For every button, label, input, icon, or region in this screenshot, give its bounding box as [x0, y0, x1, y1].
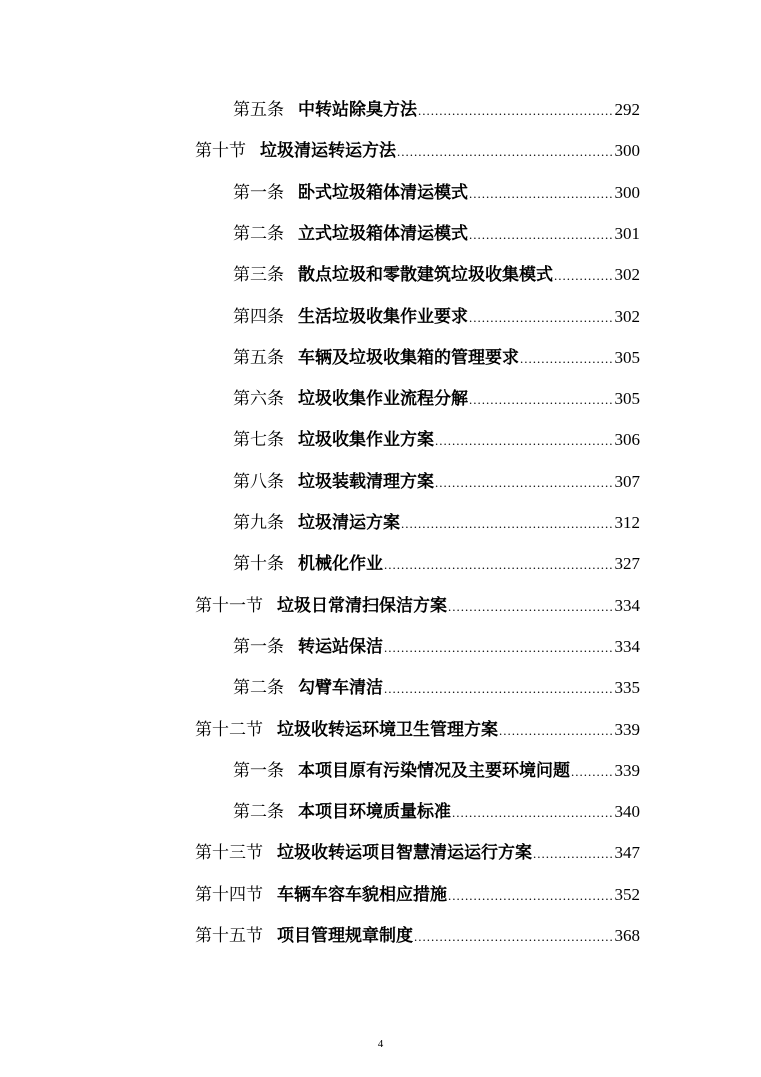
toc-entry-page: 302: [614, 306, 640, 326]
dot-leader: [414, 922, 614, 952]
dot-leader: [554, 261, 614, 291]
toc-article-entry[interactable]: [233, 756, 640, 786]
toc-entry-number: 第十二节: [195, 719, 263, 740]
toc-entry-title: 生活垃圾收集作业要求: [298, 306, 468, 327]
toc-section-entry[interactable]: [195, 591, 640, 621]
toc-entry-title: 垃圾装载清理方案: [298, 471, 434, 492]
toc-article-entry[interactable]: [233, 95, 640, 125]
toc-entry-number: 第五条: [233, 100, 284, 120]
toc-article-entry[interactable]: [233, 673, 640, 703]
toc-article-entry[interactable]: [233, 467, 640, 497]
toc-entry-page: 305: [614, 347, 640, 367]
toc-entry-number: 第十三节: [195, 843, 263, 864]
toc-entry-page: 327: [614, 554, 640, 574]
toc-entry-page: 335: [614, 678, 640, 698]
toc-entry-number: 第十条: [233, 554, 284, 575]
toc-entry-number: 第三条: [233, 265, 284, 286]
toc-entry-title: 垃圾清运转运方法: [260, 141, 396, 162]
toc-entry-number: 第十四节: [195, 884, 263, 905]
toc-entry-title: 转运站保洁: [298, 636, 383, 657]
toc-entry-number: 第一条: [233, 760, 284, 781]
dot-leader: [469, 385, 614, 415]
toc-entry-number: 第五条: [233, 347, 284, 368]
dot-leader: [452, 798, 614, 828]
toc-entry-title: 车辆及垃圾收集箱的管理要求: [298, 347, 519, 368]
toc-section-entry[interactable]: [195, 136, 640, 166]
toc-entry-page: 334: [614, 595, 640, 615]
toc-entry-page: 305: [614, 389, 640, 409]
toc-article-entry[interactable]: [233, 219, 640, 249]
toc-entry-title: 垃圾收转运环境卫生管理方案: [277, 719, 498, 740]
toc-article-entry[interactable]: [233, 549, 640, 579]
toc-entry-page: 300: [614, 182, 640, 202]
dot-leader: [520, 344, 614, 374]
toc-entry-page: 292: [614, 100, 640, 119]
toc-entry-number: 第二条: [233, 802, 284, 823]
dot-leader: [435, 426, 614, 456]
toc-entry-title: 垃圾日常清扫保洁方案: [277, 595, 447, 616]
dot-leader: [469, 220, 614, 250]
toc-entry-page: 300: [614, 141, 640, 161]
dot-leader: [469, 179, 614, 209]
toc-article-entry[interactable]: [233, 508, 640, 538]
toc-entry-title: 立式垃圾箱体清运模式: [298, 223, 468, 244]
dot-leader: [435, 468, 614, 498]
toc-entry-page: 339: [614, 760, 640, 780]
toc-entry-title: 垃圾收集作业流程分解: [298, 389, 468, 410]
toc-entry-title: 项目管理规章制度: [277, 926, 413, 946]
toc-entry-number: 第八条: [233, 471, 284, 492]
toc-entry-title: 中转站除臭方法: [298, 100, 417, 120]
toc-entry-page: 340: [614, 802, 640, 822]
toc-entry-number: 第十一节: [195, 595, 263, 616]
toc-entry-title: 本项目原有污染情况及主要环境问题: [298, 760, 570, 781]
toc-article-entry[interactable]: [233, 302, 640, 332]
toc-section-entry[interactable]: [195, 880, 640, 910]
dot-leader: [397, 137, 614, 167]
toc-entry-number: 第七条: [233, 430, 284, 451]
toc-entry-number: 第六条: [233, 389, 284, 410]
dot-leader: [418, 96, 614, 126]
toc-entry-title: 垃圾收转运项目智慧清运运行方案: [277, 843, 532, 864]
toc-entry-page: 307: [614, 471, 640, 491]
toc-entry-title: 垃圾收集作业方案: [298, 430, 434, 451]
dot-leader: [384, 674, 614, 704]
toc-entry-number: 第四条: [233, 306, 284, 327]
toc-entry-number: 第一条: [233, 636, 284, 657]
toc-section-entry[interactable]: [195, 921, 640, 951]
toc-article-entry[interactable]: [233, 260, 640, 290]
toc-entry-number: 第二条: [233, 223, 284, 244]
toc-entry-page: 368: [614, 926, 640, 945]
toc-entry-title: 勾臂车清洁: [298, 678, 383, 699]
toc-article-entry[interactable]: [233, 632, 640, 662]
toc-section-entry[interactable]: [195, 715, 640, 745]
dot-leader: [448, 881, 614, 911]
toc-entry-title: 本项目环境质量标准: [298, 802, 451, 823]
dot-leader: [533, 839, 614, 869]
toc-entry-number: 第十五节: [195, 926, 263, 946]
toc-entry-page: 352: [614, 884, 640, 904]
toc-entry-number: 第九条: [233, 513, 284, 533]
toc-entry-page: 306: [614, 430, 640, 450]
toc-entry-title: 机械化作业: [298, 554, 383, 575]
toc-article-entry[interactable]: [233, 384, 640, 414]
toc-entry-page: 301: [614, 223, 640, 243]
toc-article-entry[interactable]: [233, 343, 640, 373]
dot-leader: [384, 550, 614, 580]
toc-entry-title: 卧式垃圾箱体清运模式: [298, 182, 468, 203]
dot-leader: [401, 509, 614, 539]
toc-entry-page: 339: [614, 719, 640, 739]
dot-leader: [384, 633, 614, 663]
toc-entry-page: 347: [614, 843, 640, 863]
dot-leader: [448, 592, 614, 622]
toc-entry-page: 302: [614, 265, 640, 285]
dot-leader: [499, 716, 614, 746]
toc-entry-number: 第十节: [195, 141, 246, 162]
toc-entry-page: 312: [614, 513, 640, 532]
toc-entry-number: 第一条: [233, 182, 284, 203]
toc-article-entry[interactable]: [233, 797, 640, 827]
toc-entry-page: 334: [614, 636, 640, 656]
dot-leader: [571, 757, 614, 787]
dot-leader: [469, 303, 614, 333]
page-number: 4: [377, 1038, 384, 1050]
toc-article-entry[interactable]: [233, 178, 640, 208]
toc-article-entry[interactable]: [233, 425, 640, 455]
toc-section-entry[interactable]: [195, 838, 640, 868]
toc-entry-title: 车辆车容车貌相应措施: [277, 884, 447, 905]
toc-entry-title: 散点垃圾和零散建筑垃圾收集模式: [298, 265, 553, 286]
toc-entry-title: 垃圾清运方案: [298, 513, 400, 533]
toc-entry-number: 第二条: [233, 678, 284, 699]
